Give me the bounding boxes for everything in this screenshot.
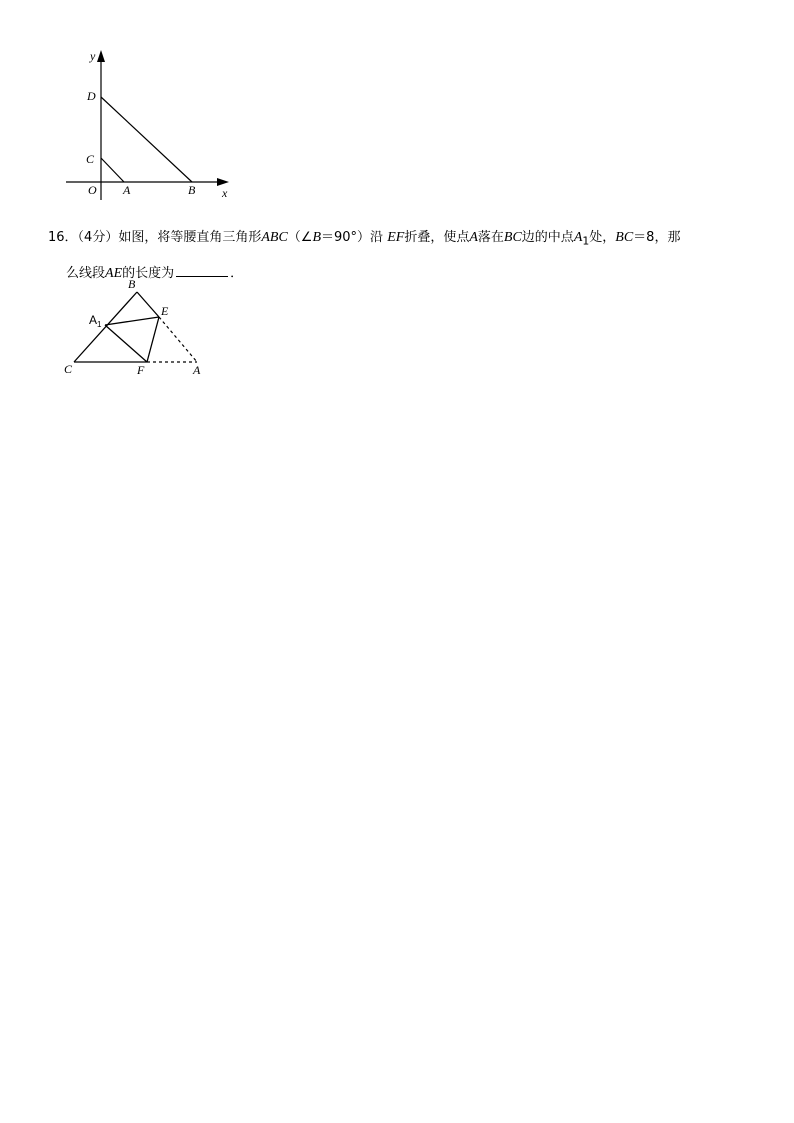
label-a: A — [123, 183, 131, 197]
angle-eq: ＝90°）沿 — [321, 230, 384, 245]
var-a1-subscript: 1 — [582, 234, 590, 248]
coordinate-figure — [60, 42, 240, 202]
question-text-e: 处， — [589, 230, 616, 245]
folded-triangle-figure — [58, 276, 218, 381]
var-b: B — [312, 230, 322, 245]
var-a1: A — [573, 230, 583, 245]
answer-blank[interactable] — [176, 262, 228, 277]
segment-ef — [147, 317, 159, 362]
question-line-1 — [48, 222, 758, 258]
question-text-c: 落在 — [477, 230, 504, 245]
question-text-a: 如图，将等腰直角三角形 — [118, 230, 262, 245]
var-ae: AE — [105, 265, 123, 281]
label-e: E — [161, 304, 169, 318]
label-y: y — [90, 49, 96, 63]
var-abc: ABC — [261, 230, 288, 245]
label-a1-base: A — [89, 313, 98, 327]
period: ． — [230, 265, 244, 281]
bc-eq: ＝8，那 — [633, 230, 681, 245]
label-c: C — [86, 152, 95, 166]
question-text-b: 折叠，使点 — [404, 230, 470, 245]
var-a: A — [469, 230, 478, 245]
x-axis-arrow — [217, 178, 229, 186]
var-bc-2: BC — [615, 230, 634, 245]
label-o: O — [88, 183, 97, 197]
label-d: D — [87, 89, 96, 103]
label-c: C — [64, 362, 73, 376]
label-b: B — [128, 277, 136, 291]
segment-a1f — [105, 325, 147, 362]
segment-ca — [101, 158, 124, 182]
var-ef: EF — [387, 230, 405, 245]
segment-be — [137, 292, 159, 317]
line2-text-a: 么线段 — [66, 265, 106, 281]
label-a: A — [193, 363, 201, 377]
var-bc: BC — [503, 230, 522, 245]
line2-text-b: 的长度为 — [122, 265, 175, 281]
label-a1 — [89, 313, 102, 329]
dashed-ea — [159, 317, 197, 362]
y-axis-arrow — [97, 50, 105, 62]
paren-open: （∠ — [287, 230, 313, 245]
label-x: x — [222, 186, 228, 200]
label-a1-subscript: 1 — [97, 320, 102, 329]
segment-db — [101, 97, 192, 182]
segment-cb — [74, 292, 137, 362]
question-points: （4分） — [77, 230, 119, 245]
question-text-d: 边的中点 — [521, 230, 574, 245]
label-f: F — [137, 363, 145, 377]
question-number: 16． — [48, 230, 78, 245]
label-b: B — [188, 183, 196, 197]
